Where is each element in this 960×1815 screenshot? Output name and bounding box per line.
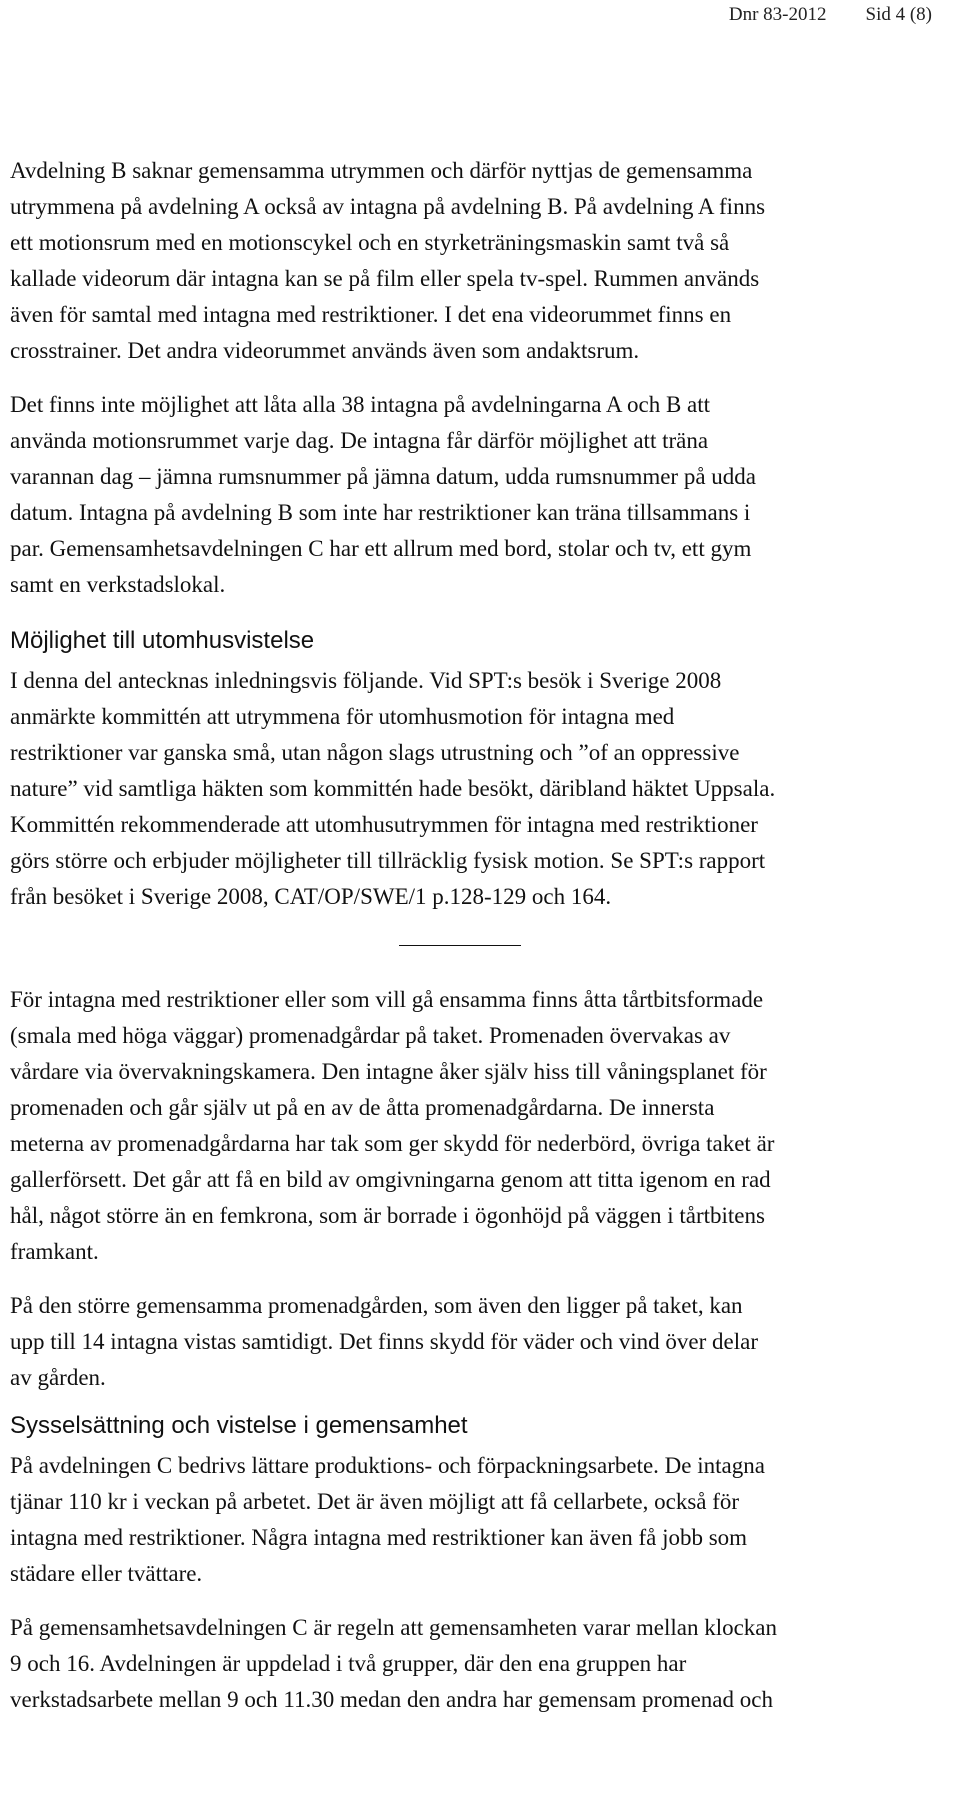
page-header bbox=[729, 0, 932, 30]
paragraph-exercise-room: Det finns inte möjlighet att låta alla 38 intagna på avdelningarna A och B att använda motionsrummet varje dag. De intagna får därför möjlighet att träna varannan dag – jämna rumsnummer på jämna datum, udda rumsnummer på udda datum. Intagna på avdelning B som inte har restriktioner kan träna tillsammans i par. Gemensamhetsavdelningen C har ett allrum med bord, stolar och tv, ett gym samt en verkstadslokal. bbox=[10, 392, 757, 597]
paragraph-shared-spaces: Avdelning B saknar gemensamma utrymmen och därför nyttjas de gemensamma utrymmena på avdelning A också av intagna på avdelning B. På avdelning A finns ett motionsrum med en motionscykel och en styrketräningsmaskin samt två så kallade videorum där intagna kan se på film eller spela tv-spel. Rummen används även för samtal med intagna med restriktioner. I det ena videorummet finns en crosstrainer. Det andra videorummet används även som andaktsrum. bbox=[10, 158, 766, 363]
document-number: Dnr 83-2012 bbox=[728, 4, 827, 25]
section-heading-occupation: Sysselsättning och vistelse i gemensamhet bbox=[10, 1412, 468, 1439]
document-body bbox=[10, 153, 920, 1718]
paragraph-association-hours: På gemensamhetsavdelningen C är regeln att gemensamheten varar mellan klockan 9 och 16. Avdelningen är uppdelad i två grupper, där den ena gruppen har verkstadsarbete mellan 9 och 11.30 medan den andra har gemensam promenad och bbox=[10, 1615, 778, 1712]
paragraph-common-yard: På den större gemensamma promenadgården, som även den ligger på taket, kan upp till 14 intagna vistas samtidigt. Det finns skydd för väder och vind över delar av gården. bbox=[10, 1293, 758, 1390]
paragraph-spt-remarks: I denna del antecknas inledningsvis följande. Vid SPT:s besök i Sverige 2008 anmärkte kommittén att utrymmena för utomhusmotion för intagna med restriktioner var ganska små, utan någon slags utrustning och ”of an oppressive nature” vid samtliga häkten som kommittén hade besökt, däribland häktet Uppsala. Kommittén rekommenderade att utomhusutrymmen för intagna med restriktioner görs större och erbjuder möjligheter till tillräcklig fysisk motion. Se SPT:s rapport från besöket i Sverige 2008, CAT/OP/SWE/1 p.128-129 och 164. bbox=[10, 668, 776, 909]
section-heading-outdoor: Möjlighet till utomhusvistelse bbox=[10, 627, 315, 654]
paragraph-work: På avdelningen C bedrivs lättare produktions- och förpackningsarbete. De intagna tjänar 110 kr i veckan på arbetet. Det är även möjligt att få cellarbete, också för intagna med restriktioner. Några intagna med restriktioner kan även få jobb som städare eller tvättare. bbox=[10, 1453, 765, 1586]
page-number: Sid 4 (8) bbox=[865, 4, 932, 25]
paragraph-rooftop-yards: För intagna med restriktioner eller som vill gå ensamma finns åtta tårtbitsformade (smala med höga väggar) promenadgårdar på taket. Promenaden övervakas av vårdare via övervakningskamera. Den intagne åker själv hiss till våningsplanet för promenaden och går själv ut på en av de åtta promenadgårdarna. De innersta meterna av promenadgårdarna har tak som ger skydd för nederbörd, övriga taket är gallerförsett. Det går att få en bild av omgivningarna genom att titta igenom en rad hål, något större än en femkrona, som är borrade i ögonhöjd på väggen i tårtbitens framkant. bbox=[10, 987, 775, 1264]
